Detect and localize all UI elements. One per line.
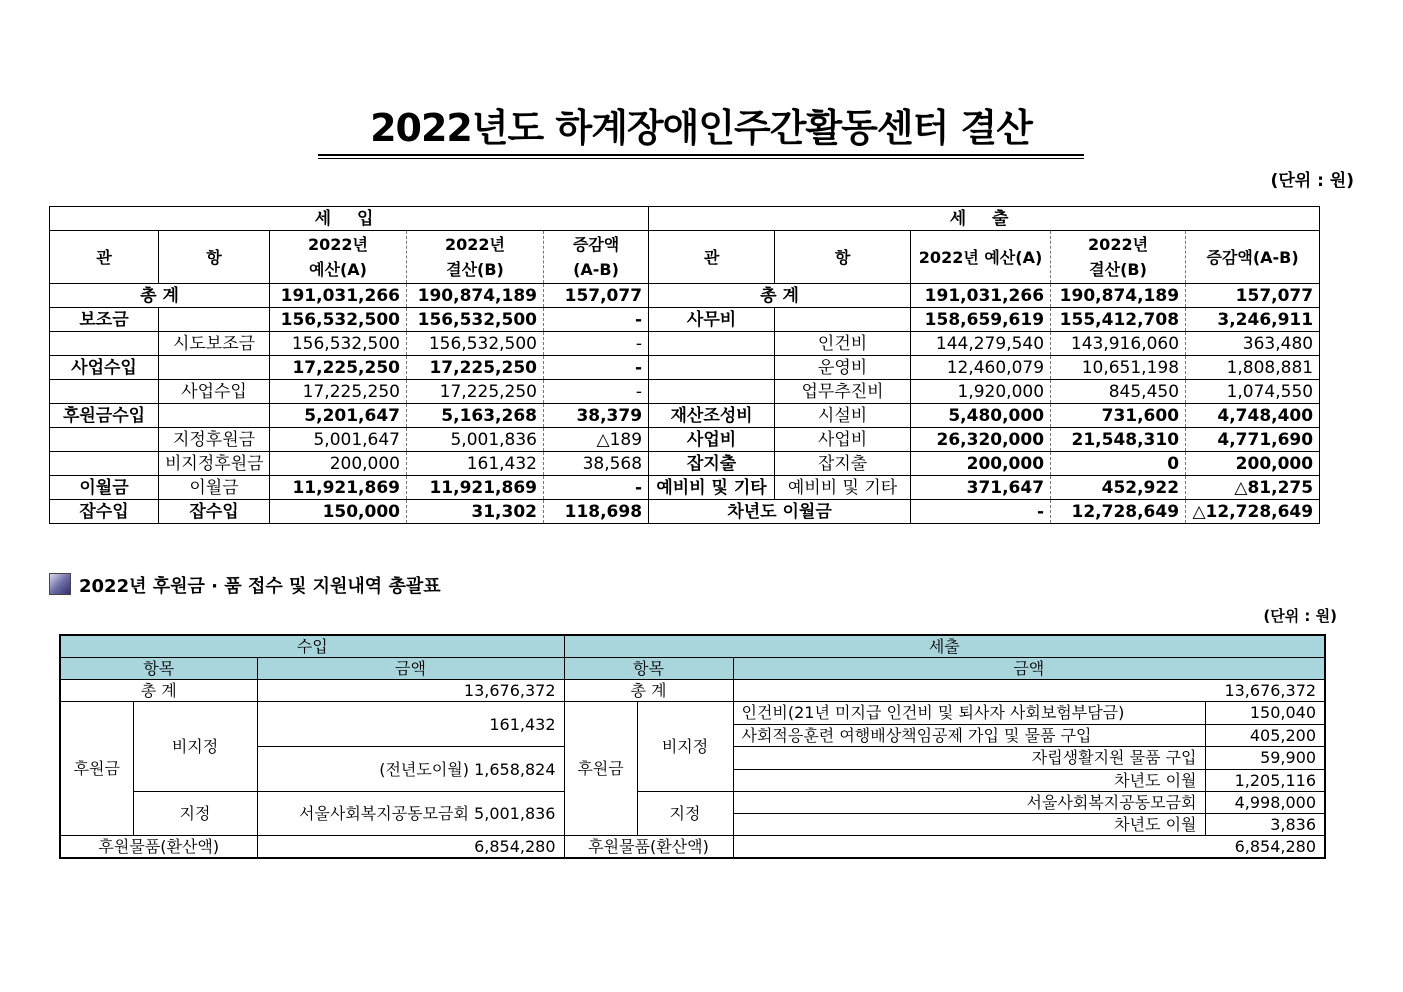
income-row-hang: 잡수입 <box>159 500 270 524</box>
income-col-hang: 항 <box>159 231 270 284</box>
expense-row-diff: 1,074,550 <box>1186 380 1320 404</box>
t2-donation-label: 후원금 <box>60 702 133 836</box>
income-row-hang: 지정후원금 <box>159 428 270 452</box>
t2-amount-header-e: 금액 <box>733 658 1325 680</box>
header-line: (A-B) <box>573 260 619 279</box>
expense-row-settled: 10,651,198 <box>1051 356 1186 380</box>
expense-col-diff: 증감액(A-B) <box>1186 231 1320 284</box>
income-row-hang <box>159 356 270 380</box>
income-row-budget: 156,532,500 <box>270 308 407 332</box>
expense-col-budget: 2022년 예산(A) <box>911 231 1051 284</box>
table-row <box>50 308 1320 332</box>
donation-summary-table <box>59 634 1326 859</box>
income-row-budget: 150,000 <box>270 500 407 524</box>
t2-income-desig: 서울사회복지공동모금회 5,001,836 <box>257 792 564 836</box>
income-row-settled: 17,225,250 <box>407 356 544 380</box>
expense-row-gwan: 잡지출 <box>649 452 775 476</box>
t2-expense-desc: 차년도 이월 <box>733 769 1205 792</box>
t2-expense-desc: 서울사회복지공동모금회 <box>733 792 1205 814</box>
income-col-budget <box>270 231 407 284</box>
expense-total-label: 총 계 <box>649 284 911 308</box>
expense-row-settled: 143,916,060 <box>1051 332 1186 356</box>
expense-row-gwan: 사무비 <box>649 308 775 332</box>
unit-label: (단위 : 원) <box>1270 171 1354 191</box>
t2-item-header: 항목 <box>60 658 257 680</box>
expense-row-settled: 155,412,708 <box>1051 308 1186 332</box>
t2-total-label: 총 계 <box>60 680 257 702</box>
expense-row-budget: 144,279,540 <box>911 332 1051 356</box>
t2-expense-desc: 인건비(21년 미지급 인건비 및 퇴사자 사회보험부담금) <box>733 702 1205 725</box>
t2-expense-amount: 1,205,116 <box>1205 769 1325 792</box>
section-title <box>49 572 441 598</box>
expense-row-settled: 845,450 <box>1051 380 1186 404</box>
expense-row-settled: 21,548,310 <box>1051 428 1186 452</box>
income-row-settled: 161,432 <box>407 452 544 476</box>
expense-row-diff: 3,246,911 <box>1186 308 1320 332</box>
income-row-diff: △189 <box>544 428 649 452</box>
income-header: 세 입 <box>50 207 649 231</box>
expense-col-gwan: 관 <box>649 231 775 284</box>
expense-row-gwan: 예비비 및 기타 <box>649 476 775 500</box>
unit-label-2: (단위 : 원) <box>1263 607 1337 625</box>
expense-row-diff: 363,480 <box>1186 332 1320 356</box>
header-line: 2022년 <box>308 235 368 254</box>
expense-row-gwan: 재산조성비 <box>649 404 775 428</box>
carryover-label: 차년도 이월금 <box>649 500 911 524</box>
table-row <box>50 428 1320 452</box>
income-row-budget: 5,201,647 <box>270 404 407 428</box>
header-line: 2022년 <box>445 235 505 254</box>
t2-expense-amount: 405,200 <box>1205 724 1325 747</box>
expense-row-gwan <box>649 332 775 356</box>
square-bullet-icon <box>49 573 71 595</box>
expense-row-settled: 452,922 <box>1051 476 1186 500</box>
income-row-budget: 17,225,250 <box>270 380 407 404</box>
expense-row-diff: 4,748,400 <box>1186 404 1320 428</box>
table-row <box>50 332 1320 356</box>
table-row <box>50 356 1320 380</box>
expense-row-gwan: 사업비 <box>649 428 775 452</box>
income-row-diff: - <box>544 332 649 356</box>
t2-goods-income: 6,854,280 <box>257 836 564 859</box>
t2-amount-header: 금액 <box>257 658 564 680</box>
section-title-text: 2022년 후원금 · 품 접수 및 지원내역 총괄표 <box>79 576 441 597</box>
income-row-hang <box>159 404 270 428</box>
t2-total-income: 13,676,372 <box>257 680 564 702</box>
expense-col-settled <box>1051 231 1186 284</box>
income-row-gwan <box>50 332 159 356</box>
t2-desig-label: 지정 <box>133 792 257 836</box>
expense-row-hang: 운영비 <box>775 356 911 380</box>
expense-total-settled: 190,874,189 <box>1051 284 1186 308</box>
income-row-gwan: 이월금 <box>50 476 159 500</box>
t2-goods-label: 후원물품(환산액) <box>60 836 257 859</box>
expense-row-hang: 인건비 <box>775 332 911 356</box>
expense-row-budget: - <box>911 500 1051 524</box>
income-row-settled: 156,532,500 <box>407 308 544 332</box>
header-line: 결산(B) <box>1089 260 1147 279</box>
t2-goods-label-e: 후원물품(환산액) <box>564 836 733 859</box>
expense-row-settled: 12,728,649 <box>1051 500 1186 524</box>
expense-row-budget: 12,460,079 <box>911 356 1051 380</box>
income-row-budget: 200,000 <box>270 452 407 476</box>
income-row-settled: 5,001,836 <box>407 428 544 452</box>
income-row-diff: - <box>544 380 649 404</box>
expense-row-hang: 업무추진비 <box>775 380 911 404</box>
t2-expense-header: 세출 <box>564 635 1325 658</box>
expense-row-budget: 26,320,000 <box>911 428 1051 452</box>
expense-total-diff: 157,077 <box>1186 284 1320 308</box>
income-col-diff <box>544 231 649 284</box>
income-row-budget: 17,225,250 <box>270 356 407 380</box>
income-total-diff: 157,077 <box>544 284 649 308</box>
header-line: 결산(B) <box>446 260 504 279</box>
table-row <box>50 404 1320 428</box>
expense-total-budget: 191,031,266 <box>911 284 1051 308</box>
income-row-budget: 5,001,647 <box>270 428 407 452</box>
income-row-diff: 38,568 <box>544 452 649 476</box>
t2-total-expense: 13,676,372 <box>733 680 1325 702</box>
t2-nondesig-label-e: 비지정 <box>637 702 733 792</box>
expense-row-hang: 사업비 <box>775 428 911 452</box>
income-total-settled: 190,874,189 <box>407 284 544 308</box>
header-line: 2022년 <box>1088 235 1149 254</box>
expense-row-gwan <box>649 356 775 380</box>
income-row-budget: 156,532,500 <box>270 332 407 356</box>
t2-expense-desc: 사회적응훈련 여행배상책임공제 가입 및 물품 구입 <box>733 724 1205 747</box>
t2-expense-desc: 자립생활지원 물품 구입 <box>733 747 1205 770</box>
header-line: 증감액 <box>572 235 620 254</box>
expense-row-diff: 4,771,690 <box>1186 428 1320 452</box>
table-row <box>50 452 1320 476</box>
income-total-budget: 191,031,266 <box>270 284 407 308</box>
t2-donation-label-e: 후원금 <box>564 702 637 836</box>
income-row-diff: - <box>544 356 649 380</box>
income-row-settled: 11,921,869 <box>407 476 544 500</box>
expense-row-settled: 731,600 <box>1051 404 1186 428</box>
income-row-budget: 11,921,869 <box>270 476 407 500</box>
income-row-diff: 38,379 <box>544 404 649 428</box>
expense-row-diff: 200,000 <box>1186 452 1320 476</box>
income-row-diff: - <box>544 476 649 500</box>
t2-nondesig-label: 비지정 <box>133 702 257 792</box>
settlement-table <box>49 206 1320 524</box>
expense-row-budget: 158,659,619 <box>911 308 1051 332</box>
t2-expense-amount: 3,836 <box>1205 814 1325 836</box>
income-row-gwan: 잡수입 <box>50 500 159 524</box>
expense-row-diff: 1,808,881 <box>1186 356 1320 380</box>
expense-row-diff: △81,275 <box>1186 476 1320 500</box>
title-underline <box>318 154 1084 156</box>
expense-row-budget: 371,647 <box>911 476 1051 500</box>
t2-item-header-e: 항목 <box>564 658 733 680</box>
income-row-gwan <box>50 428 159 452</box>
expense-header: 세 출 <box>649 207 1320 231</box>
header-line: 예산(A) <box>309 260 367 279</box>
income-row-gwan <box>50 380 159 404</box>
t2-expense-amount: 150,040 <box>1205 702 1325 725</box>
income-row-hang: 이월금 <box>159 476 270 500</box>
income-total-label: 총 계 <box>50 284 270 308</box>
t2-income-header: 수입 <box>60 635 564 658</box>
table-row <box>50 476 1320 500</box>
t2-income-nondesig-1: 161,432 <box>257 702 564 747</box>
title-underline-thin <box>318 158 1084 159</box>
income-row-diff: - <box>544 308 649 332</box>
expense-row-budget: 200,000 <box>911 452 1051 476</box>
income-row-settled: 17,225,250 <box>407 380 544 404</box>
income-row-hang: 시도보조금 <box>159 332 270 356</box>
income-row-gwan: 후원금수입 <box>50 404 159 428</box>
expense-row-settled: 0 <box>1051 452 1186 476</box>
expense-row-hang: 예비비 및 기타 <box>775 476 911 500</box>
expense-row-hang: 잡지출 <box>775 452 911 476</box>
t2-total-label-e: 총 계 <box>564 680 733 702</box>
income-row-settled: 5,163,268 <box>407 404 544 428</box>
income-row-hang <box>159 308 270 332</box>
income-row-settled: 156,532,500 <box>407 332 544 356</box>
income-row-settled: 31,302 <box>407 500 544 524</box>
expense-row-diff: △12,728,649 <box>1186 500 1320 524</box>
income-col-gwan: 관 <box>50 231 159 284</box>
t2-expense-amount: 59,900 <box>1205 747 1325 770</box>
income-row-diff: 118,698 <box>544 500 649 524</box>
income-row-hang: 비지정후원금 <box>159 452 270 476</box>
income-row-hang: 사업수입 <box>159 380 270 404</box>
expense-row-budget: 1,920,000 <box>911 380 1051 404</box>
t2-goods-expense: 6,854,280 <box>733 836 1325 859</box>
table-row <box>50 380 1320 404</box>
page-title: 2022년도 하계장애인주간활동센터 결산 <box>370 106 1032 150</box>
t2-desig-label-e: 지정 <box>637 792 733 836</box>
t2-expense-amount: 4,998,000 <box>1205 792 1325 814</box>
expense-row-hang <box>775 308 911 332</box>
expense-row-gwan <box>649 380 775 404</box>
expense-row-hang: 시설비 <box>775 404 911 428</box>
income-row-gwan: 사업수입 <box>50 356 159 380</box>
expense-col-hang: 항 <box>775 231 911 284</box>
income-col-settled <box>407 231 544 284</box>
t2-expense-desc: 차년도 이월 <box>733 814 1205 836</box>
t2-income-nondesig-2: (전년도이월) 1,658,824 <box>257 747 564 792</box>
expense-row-budget: 5,480,000 <box>911 404 1051 428</box>
income-row-gwan: 보조금 <box>50 308 159 332</box>
income-row-gwan <box>50 452 159 476</box>
